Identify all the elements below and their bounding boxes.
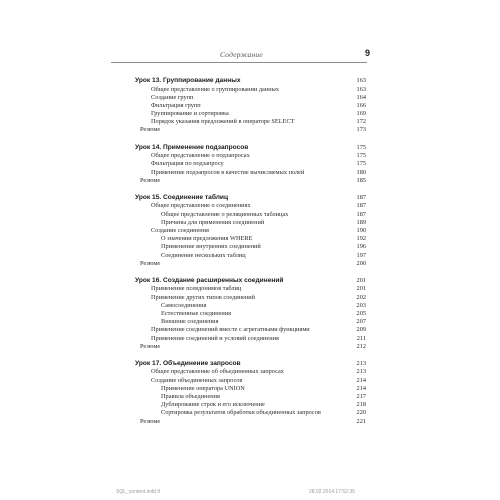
toc-entry-page: 214 [356,376,366,384]
toc-entry-title: Создание объединенных запросов [151,376,243,384]
toc-entry-page: 200 [356,259,366,267]
toc-entry-title: Применение подзапросов в качестве вычисляемых полей [151,168,305,176]
toc-lesson-heading-page: 213 [356,359,366,367]
toc-entry-page: 189 [356,218,366,226]
toc-entry [136,326,366,334]
toc-entry-page: 221 [356,417,366,425]
toc-entry [136,343,366,351]
toc-entry-page: 220 [356,409,366,417]
toc-entry [136,126,366,134]
toc-entry-title: Общее представление о соединениях [151,202,251,210]
toc-entry-title: Применение оператора UNION [161,384,245,392]
toc-entry-page: 164 [356,93,366,101]
toc-entry [136,368,366,376]
toc-entry [136,235,366,243]
toc-lesson-heading-page: 175 [356,143,366,151]
toc-entry-page: 185 [356,176,366,184]
toc-entry-page: 187 [356,202,366,210]
toc-entry-title: Естественные соединения [161,309,232,317]
toc-section [136,76,366,135]
toc-entry [136,335,366,343]
toc-lesson-heading [136,359,366,369]
toc-lesson-heading [136,143,366,153]
toc-entry-page: 211 [356,334,366,342]
toc-entry-page: 197 [356,251,366,259]
toc-entry-title: Резюме [140,176,161,184]
toc-entry-title: Самосоединения [161,301,207,309]
toc-entry-title: Внешние соединения [161,318,219,326]
toc-entry-page: 212 [356,342,366,350]
toc-entry-page: 163 [356,85,366,93]
toc-entry-page: 214 [356,384,366,392]
toc-entry [136,169,366,177]
toc-entry-title: Общее представление о подзапросах [151,152,250,160]
toc-entry-title: Резюме [140,342,161,350]
toc-entry [136,418,366,426]
toc-entry [136,285,366,293]
toc-entry-page: 166 [356,101,366,109]
toc-entry [136,102,366,110]
toc-entry-title: Сортировка результатов обработки объединенных запросов [161,409,321,417]
toc-entry [136,318,366,326]
toc-entry [136,219,366,227]
toc-entry-page: 201 [356,285,366,293]
toc-entry [136,393,366,401]
toc-entry-page: 190 [356,226,366,234]
toc-entry-page: 173 [356,126,366,134]
table-of-contents [136,76,366,434]
toc-entry [136,310,366,318]
toc-entry-title: Общее представление о группировании данных [151,85,279,93]
running-header [111,48,370,63]
toc-entry [136,409,366,417]
toc-entry-title: Применение соединений вместе с агрегатными функциями [151,326,310,334]
toc-entry [136,227,366,235]
toc-entry-page: 180 [356,168,366,176]
toc-section [136,359,366,426]
footer-file-label: SQL_content.indd 9 [116,489,161,495]
toc-entry [136,202,366,210]
toc-entry [136,110,366,118]
toc-entry [136,252,366,260]
toc-lesson-heading-page: 187 [356,193,366,201]
toc-lesson-heading-page: 163 [356,77,366,84]
toc-entry-page: 205 [356,309,366,317]
toc-entry [136,86,366,94]
toc-entry-page: 203 [356,301,366,309]
toc-entry [136,118,366,126]
toc-entry [136,385,366,393]
toc-lesson-heading [136,76,366,86]
toc-lesson-heading [136,193,366,203]
toc-entry-title: Создание групп [151,93,194,101]
toc-entry [136,302,366,310]
toc-entry-page: 172 [356,118,366,126]
header-page-number: 9 [364,48,370,58]
toc-entry-title: Резюме [140,126,161,134]
toc-entry [136,243,366,251]
toc-entry-title: Применение соединений и условий соединения [151,334,279,342]
toc-entry-page: 218 [356,401,366,409]
toc-entry-title: Фильтрация групп [151,101,201,109]
toc-lesson-heading-page: 201 [356,276,366,284]
toc-entry [136,152,366,160]
toc-lesson-heading-title: Урок 14. Применение подзапросов [135,143,249,151]
toc-entry-page: 202 [356,293,366,301]
toc-entry-page: 175 [356,160,366,168]
toc-entry-title: Правила объединения [161,392,220,400]
header-title: Содержание [220,50,263,59]
toc-entry-title: Применение внутренних соединений [161,243,261,251]
toc-entry-title: Резюме [140,259,161,267]
toc-entry-page: 207 [356,318,366,326]
toc-entry [136,294,366,302]
toc-lesson-heading [136,276,366,286]
toc-entry-title: Соединение нескольких таблиц [161,251,246,259]
toc-entry [136,377,366,385]
toc-entry-title: Применение псевдонимов таблиц [151,285,242,293]
toc-entry-title: О значении предложения WHERE [161,235,253,243]
toc-entry-title: Общее представление о реляционных таблицах [161,210,289,218]
toc-entry-title: Группирование и сортировка [151,110,229,118]
toc-entry-title: Создание соединения [151,226,209,234]
toc-entry-title: Применение других типов соединений [151,293,255,301]
toc-entry-title: Фильтрация по подзапросу [151,160,224,168]
toc-entry-page: 169 [356,110,366,118]
toc-entry-title: Причины для применения соединений [161,218,265,226]
toc-lesson-heading-title: Урок 17. Объединение запросов [135,359,241,367]
toc-entry-title: Резюме [140,417,161,425]
toc-entry-title: Порядок указания предложений в операторе SELECT [151,118,295,126]
toc-lesson-heading-title: Урок 15. Соединение таблиц [135,193,229,201]
toc-entry-page: 196 [356,243,366,251]
footer-timestamp: 28.02.2014 17:52:35 [309,489,355,495]
toc-section [136,143,366,185]
toc-entry-page: 187 [356,210,366,218]
toc-entry-page: 217 [356,392,366,400]
toc-entry-page: 209 [356,326,366,334]
toc-section [136,276,366,351]
toc-entry-title: Общее представление об объединенных запросах [151,368,284,376]
toc-entry [136,160,366,168]
toc-lesson-heading-title: Урок 16. Создание расширенных соединений [135,276,284,284]
toc-entry-page: 175 [356,152,366,160]
toc-entry [136,94,366,102]
toc-entry [136,260,366,268]
toc-lesson-heading-title: Урок 13. Группирование данных [135,77,241,84]
toc-entry [136,211,366,219]
toc-entry [136,177,366,185]
toc-section [136,193,366,268]
toc-entry-page: 213 [356,368,366,376]
toc-entry [136,401,366,409]
toc-entry-page: 192 [356,235,366,243]
toc-entry-title: Дублирование строк и его исключение [161,401,265,409]
